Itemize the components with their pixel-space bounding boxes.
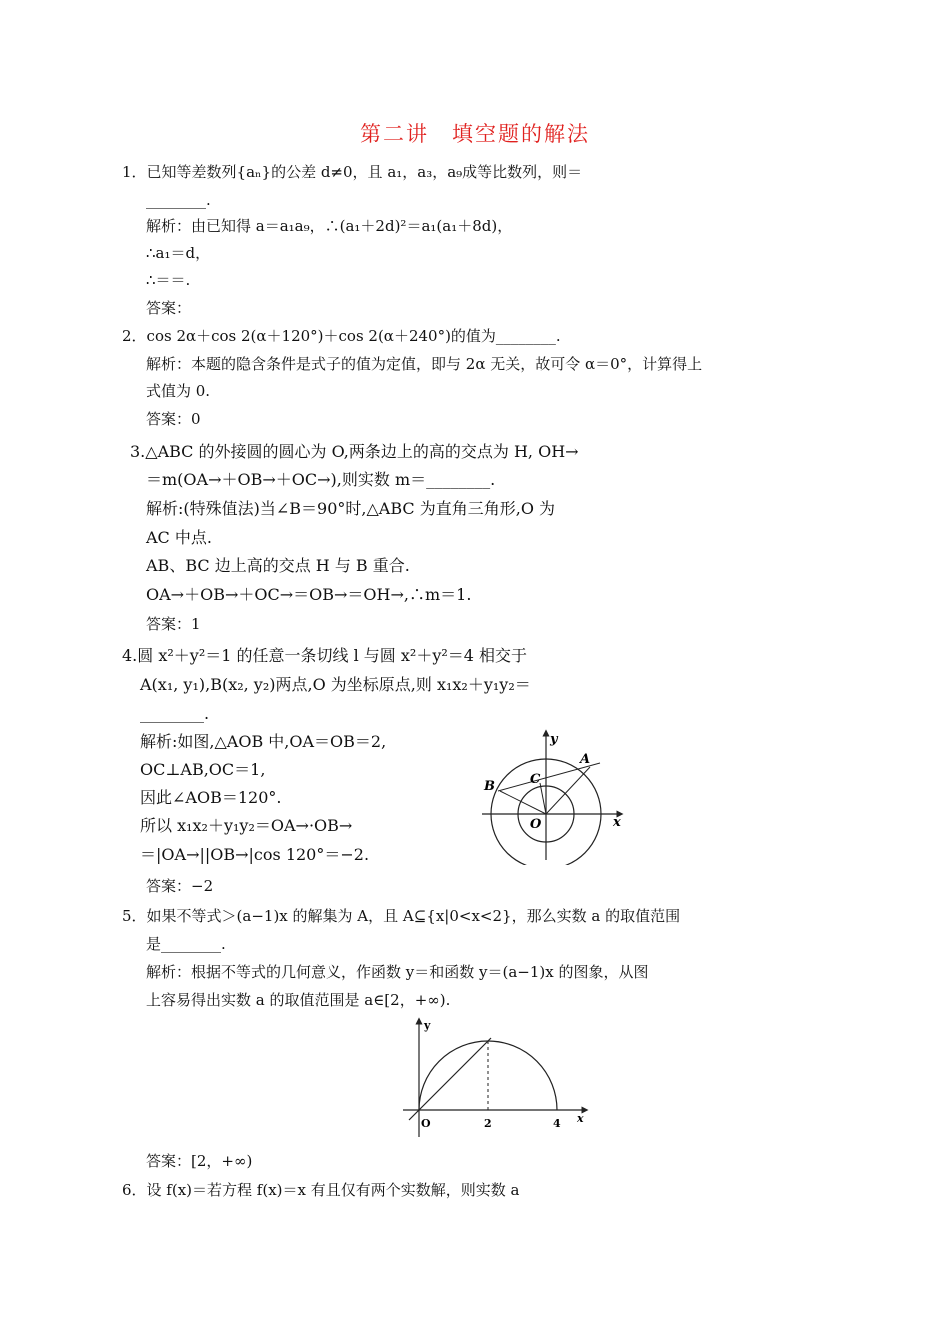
- problem-5-solution: 解析：根据不等式的几何意义，作函数 y＝和函数 y＝(a−1)x 的图象，从图: [146, 963, 649, 981]
- page-title: 第二讲 填空题的解法: [360, 122, 590, 146]
- problem-3-solution: AB、BC 边上高的交点 H 与 B 重合.: [146, 556, 410, 575]
- problem-4-answer: 答案：−2: [146, 877, 214, 895]
- problem-2-stem: 2．cos 2α＋cos 2(α＋120°)＋cos 2(α＋240°)的值为________.: [122, 327, 561, 345]
- problem-3-solution: AC 中点.: [146, 528, 212, 547]
- tick-2: 2: [484, 1117, 492, 1130]
- label-o: O: [421, 1117, 431, 1130]
- problem-5-stem: 5．如果不等式＞(a−1)x 的解集为 A，且 A⊆{x|0<x<2}，那么实数 a 的取值范围: [122, 907, 681, 925]
- label-y: y: [550, 732, 558, 747]
- tick-4: 4: [553, 1117, 561, 1130]
- problem-2-solution: 式值为 0.: [146, 382, 211, 400]
- label-c: C: [530, 772, 541, 787]
- problem-5-solution: 上容易得出实数 a 的取值范围是 a∈[2，+∞).: [146, 991, 451, 1009]
- problem-4-stem: 4.圆 x²＋y²＝1 的任意一条切线 l 与圆 x²＋y²＝4 相交于: [122, 646, 528, 665]
- problem-1-step: ∴＝＝.: [146, 271, 191, 289]
- problem-1-blank: ________.: [146, 191, 211, 209]
- problem-3-answer: 答案：1: [146, 615, 201, 633]
- tangent-line: [498, 763, 600, 791]
- segment-oa: [546, 767, 590, 814]
- problem-4-stem: A(x₁, y₁),B(x₂, y₂)两点,O 为坐标原点,则 x₁x₂＋y₁y₂＝: [140, 675, 531, 694]
- line-curve: [409, 1038, 491, 1120]
- label-a: A: [580, 752, 591, 767]
- problem-4-solution: OC⊥AB,OC＝1,: [140, 760, 266, 779]
- problem-2-answer: 答案：0: [146, 410, 201, 428]
- segment-ob: [500, 791, 546, 814]
- problem-3-solution: 解析:(特殊值法)当∠B＝90°时,△ABC 为直角三角形,O 为: [146, 499, 556, 518]
- semicircle-figure: [395, 1015, 595, 1145]
- problem-6-stem: 6．设 f(x)＝若方程 f(x)＝x 有且仅有两个实数解，则实数 a: [122, 1181, 520, 1199]
- segment-oc: [540, 783, 546, 814]
- problem-3-stem: 3.△ABC 的外接圆的圆心为 O,两条边上的高的交点为 H, OH→: [130, 442, 579, 461]
- circles-figure: [470, 725, 630, 865]
- problem-3-solution: OA→＋OB→＋OC→＝OB→＝OH→,∴m＝1.: [146, 585, 472, 604]
- problem-5-answer: 答案：[2，+∞): [146, 1152, 253, 1170]
- problem-4-blank: ________.: [140, 704, 210, 723]
- label-y: y: [424, 1019, 431, 1032]
- problem-4-solution: 因此∠AOB＝120°.: [140, 788, 282, 807]
- problem-4-solution: 所以 x₁x₂＋y₁y₂＝OA→·OB→: [140, 816, 353, 835]
- label-b: B: [484, 779, 495, 794]
- problem-2-solution: 解析：本题的隐含条件是式子的值为定值，即与 2α 无关，故可令 α＝0°，计算得上: [146, 355, 703, 373]
- problem-1-solution: 解析：由已知得 a＝a₁a₉，∴(a₁＋2d)²＝a₁(a₁＋8d)，: [146, 217, 513, 235]
- semicircle-curve: [419, 1041, 557, 1110]
- problem-1-answer: 答案：: [146, 299, 192, 317]
- problem-4-solution: ＝|OA→||OB→|cos 120°＝−2.: [140, 845, 370, 864]
- problem-4-solution: 解析:如图,△AOB 中,OA＝OB＝2,: [140, 732, 387, 751]
- problem-3-stem: ＝m(OA→＋OB→＋OC→),则实数 m＝________.: [146, 470, 496, 489]
- problem-1-stem: 1．已知等差数列{aₙ}的公差 d≠0，且 a₁，a₃，a₉成等比数列，则＝: [122, 163, 583, 181]
- problem-5-blank: 是________.: [146, 935, 226, 953]
- label-x: x: [577, 1112, 584, 1125]
- label-x: x: [613, 815, 621, 830]
- label-o: O: [530, 817, 542, 832]
- problem-1-step: ∴a₁＝d，: [146, 244, 211, 262]
